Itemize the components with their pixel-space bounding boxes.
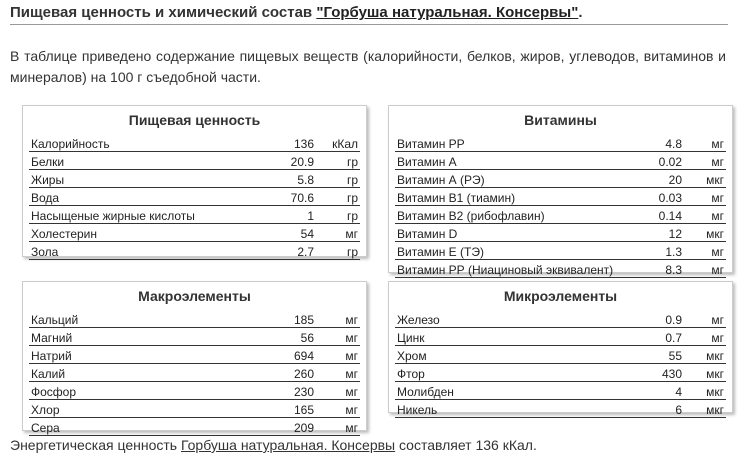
table-row: [395, 242, 726, 260]
nutrient-value: 4.8: [665, 137, 682, 151]
nutrient-name: Фосфор: [31, 385, 77, 399]
table-row: [29, 364, 360, 382]
nutrient-value: 70.6: [290, 191, 314, 205]
nutrient-value: 165: [293, 403, 314, 417]
nutrient-unit: мг: [345, 331, 358, 345]
nutrient-unit: гр: [346, 155, 358, 169]
title-suffix: .: [578, 4, 583, 21]
nutrient-name: Сера: [31, 421, 60, 435]
macro-panel: [22, 281, 367, 435]
table-row: [395, 188, 726, 206]
nutrient-value: 6: [675, 403, 682, 417]
nutrient-name: Калорийность: [31, 137, 110, 151]
title-prefix: Пищевая ценность и химический состав: [10, 4, 317, 21]
nutrient-unit: мг: [711, 191, 724, 205]
nutrient-name: Калий: [31, 367, 66, 381]
nutrient-unit: мг: [711, 155, 724, 169]
nutrient-name: Витамин A: [397, 155, 457, 169]
table-row: [395, 382, 726, 400]
table-row: [395, 400, 726, 418]
table-row: [29, 170, 360, 188]
nutrient-value: 260: [293, 367, 314, 381]
nutrient-unit: мг: [711, 137, 724, 151]
nutrient-name: Жиры: [31, 173, 65, 187]
table-row: [29, 188, 360, 206]
nutrient-unit: мг: [711, 209, 724, 223]
table-row: [29, 134, 360, 152]
nutrient-value: 136: [293, 137, 314, 151]
nutrient-unit: гр: [346, 245, 358, 259]
nutrient-value: 0.7: [665, 331, 682, 345]
table-row: [29, 242, 360, 260]
table-row: [29, 152, 360, 170]
nutrient-value: 230: [293, 385, 314, 399]
table-row: [395, 346, 726, 364]
vitamins-rows: [395, 134, 726, 278]
nutrient-name: Витамин E (ТЭ): [397, 245, 484, 259]
vitamins-panel: [388, 105, 733, 277]
nutrient-unit: мг: [345, 421, 358, 435]
intro-text: В таблице приведено содержание пищевых веществ (калорийности, белков, жиров, углеводов, витаминов и минералов) на 100 г съедобной части.: [10, 48, 726, 85]
nutrient-unit: гр: [346, 173, 358, 187]
nutrient-value: 5.8: [297, 173, 314, 187]
table-row: [395, 134, 726, 152]
nutrition-heading: Пищевая ценность: [128, 112, 261, 128]
table-row: [395, 224, 726, 242]
nutrient-unit: мг: [345, 385, 358, 399]
nutrient-unit: мкг: [706, 403, 724, 417]
footer-suffix: составляет 136 кКал.: [395, 437, 537, 453]
nutrient-value: 209: [293, 421, 314, 435]
nutrient-value: 56: [300, 331, 314, 345]
nutrient-name: Зола: [31, 245, 59, 259]
nutrient-value: 8.3: [665, 263, 682, 277]
nutrient-value: 185: [293, 313, 314, 327]
nutrient-name: Вода: [31, 191, 60, 205]
table-row: [29, 382, 360, 400]
nutrient-unit: мг: [345, 313, 358, 327]
nutrient-unit: мг: [345, 349, 358, 363]
micro-panel: [388, 281, 733, 417]
nutrient-value: 1: [307, 209, 314, 223]
nutrient-unit: мкг: [706, 349, 724, 363]
nutrient-value: 0.02: [658, 155, 682, 169]
nutrient-unit: кКал: [332, 137, 358, 151]
nutrient-value: 4: [675, 385, 682, 399]
nutrient-name: Витамин PP: [397, 137, 465, 151]
macro-rows: [29, 310, 360, 436]
title-product-link[interactable]: "Горбуша натуральная. Консервы": [316, 4, 579, 21]
nutrient-name: Молибден: [397, 385, 454, 399]
footer-product-link[interactable]: Горбуша натуральная. Консервы: [180, 437, 396, 453]
table-row: [29, 310, 360, 328]
nutrient-name: Кальций: [31, 313, 79, 327]
nutrient-unit: мг: [711, 245, 724, 259]
table-row: [395, 364, 726, 382]
nutrient-name: Цинк: [397, 331, 425, 345]
nutrient-name: Магний: [31, 331, 73, 345]
nutrient-unit: мг: [345, 227, 358, 241]
table-row: [29, 206, 360, 224]
nutrient-name: Хром: [397, 349, 427, 363]
nutrient-unit: мг: [345, 367, 358, 381]
nutrient-name: Витамин B1 (тиамин): [397, 191, 516, 205]
nutrient-value: 20.9: [290, 155, 314, 169]
nutrient-value: 694: [293, 349, 314, 363]
table-row: [395, 206, 726, 224]
table-row: [29, 328, 360, 346]
nutrient-unit: мг: [711, 263, 724, 277]
nutrient-name: Насыщеные жирные кислоты: [31, 209, 195, 223]
nutrient-name: Никель: [397, 403, 438, 417]
table-row: [395, 310, 726, 328]
nutrient-value: 54: [300, 227, 314, 241]
nutrient-unit: мкг: [706, 227, 724, 241]
nutrient-name: Фтор: [397, 367, 425, 381]
nutrient-name: Холестерин: [31, 227, 97, 241]
macro-heading: Макроэлементы: [138, 288, 251, 304]
nutrient-value: 12: [668, 227, 682, 241]
footer-prefix: Энергетическая ценность: [10, 437, 181, 453]
nutrient-unit: гр: [346, 191, 358, 205]
nutrient-unit: мкг: [706, 367, 724, 381]
nutrient-value: 0.03: [658, 191, 682, 205]
nutrient-name: Витамин РР (Ниациновый эквивалент): [397, 263, 614, 277]
nutrient-value: 55: [668, 349, 682, 363]
table-row: [395, 170, 726, 188]
nutrient-unit: мкг: [706, 173, 724, 187]
nutrient-unit: мг: [711, 331, 724, 345]
nutrient-value: 1.3: [665, 245, 682, 259]
vitamins-heading: Витамины: [524, 112, 597, 128]
nutrition-rows: [29, 134, 360, 260]
nutrient-value: 0.9: [665, 313, 682, 327]
nutrient-name: Железо: [397, 313, 440, 327]
nutrient-name: Витамин D: [397, 227, 458, 241]
nutrient-value: 0.14: [658, 209, 682, 223]
nutrient-value: 20: [668, 173, 682, 187]
table-row: [395, 328, 726, 346]
nutrient-name: Витамин А (РЭ): [397, 173, 485, 187]
nutrient-value: 430: [661, 367, 682, 381]
table-row: [395, 152, 726, 170]
nutrient-unit: мкг: [706, 385, 724, 399]
table-row: [29, 418, 360, 436]
page-title: [10, 4, 728, 25]
nutrient-name: Белки: [31, 155, 65, 169]
table-row: [29, 400, 360, 418]
nutrient-name: Натрий: [31, 349, 72, 363]
energy-summary: [10, 437, 537, 453]
table-row: [395, 260, 726, 278]
nutrient-unit: мг: [345, 403, 358, 417]
nutrient-unit: мг: [711, 313, 724, 327]
nutrient-unit: гр: [346, 209, 358, 223]
nutrition-panel: [22, 105, 367, 257]
table-row: [29, 346, 360, 364]
nutrient-name: Хлор: [31, 403, 60, 417]
micro-rows: [395, 310, 726, 418]
nutrient-name: Витамин B2 (рибофлавин): [397, 209, 545, 223]
table-row: [29, 224, 360, 242]
nutrient-value: 2.7: [297, 245, 314, 259]
micro-heading: Микроэлементы: [503, 288, 618, 304]
